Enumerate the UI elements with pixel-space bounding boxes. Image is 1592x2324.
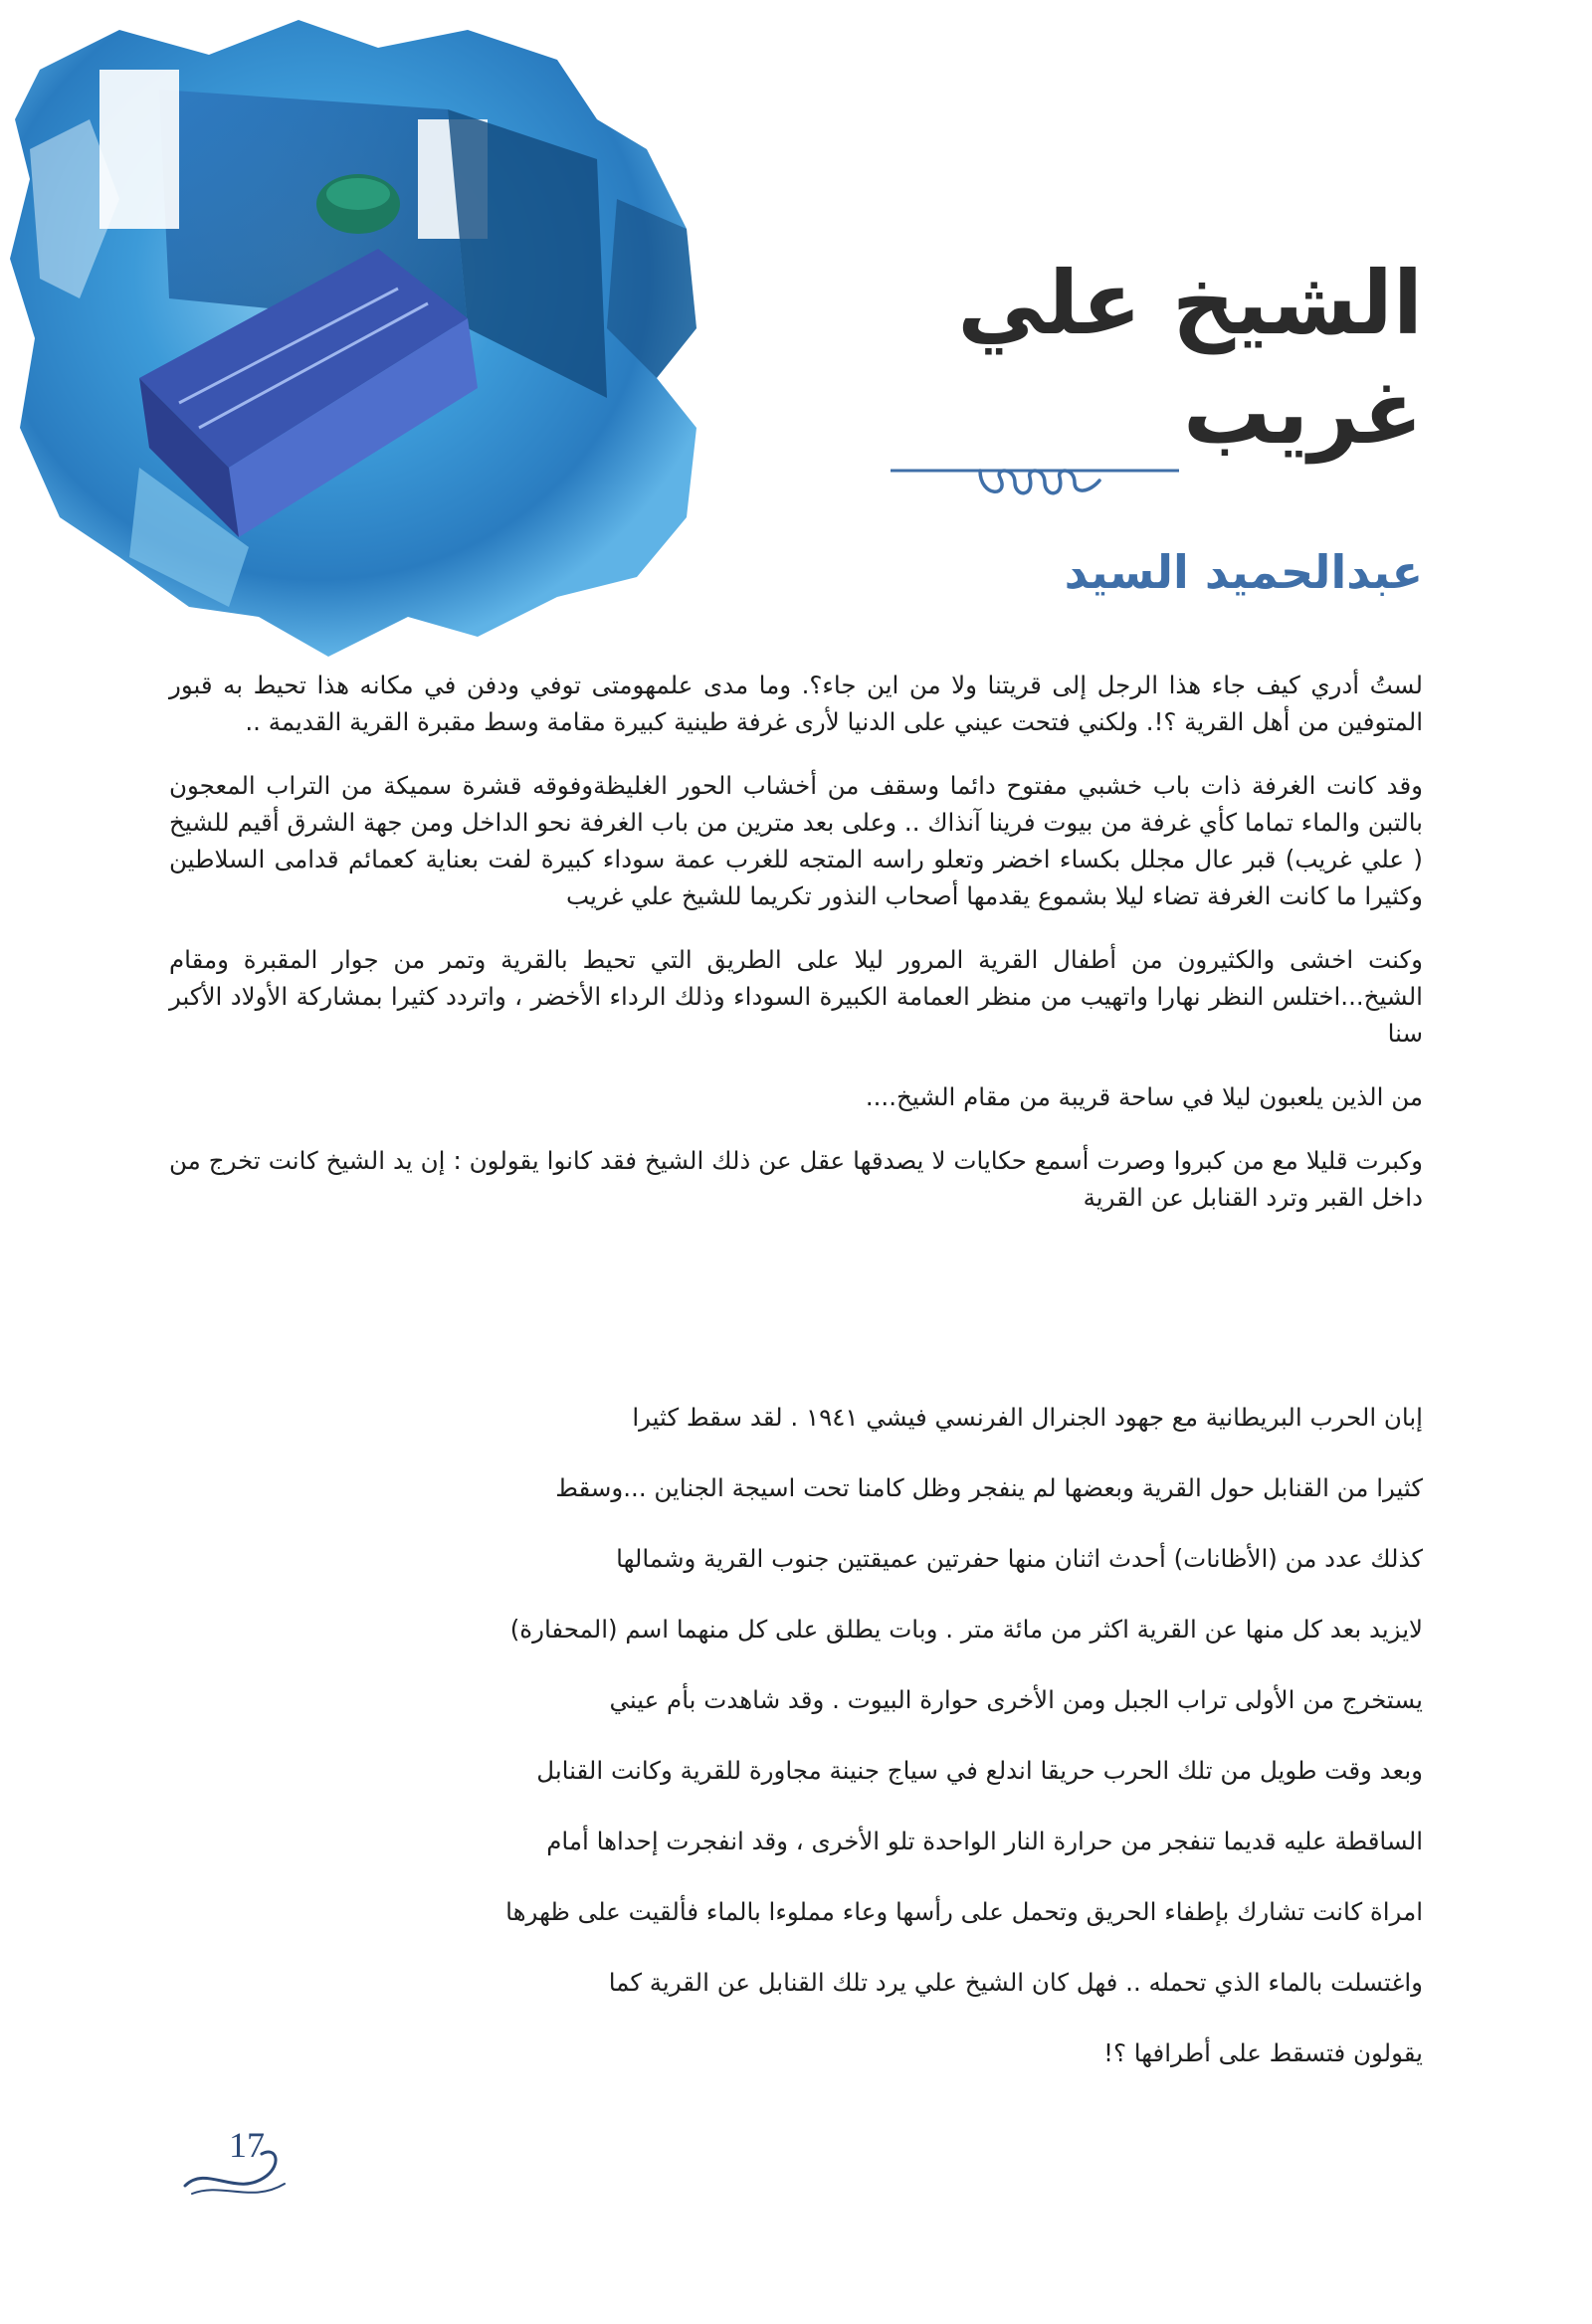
text-line: كثيرا من القنابل حول القرية وبعضها لم ينفجر وظل كامنا تحت اسيجة الجناين ...وسقط [555, 1473, 1423, 1502]
article-author: عبدالحميد السيد [1064, 545, 1423, 599]
scroll-flourish-icon [886, 453, 1184, 502]
paragraph: من الذين يلعبون ليلا في ساحة قريبة من مقام الشيخ.... [865, 1082, 1423, 1111]
text-line: إبان الحرب البريطانية مع جهود الجنرال الفرنسي فيشي ١٩٤١ . لقد سقط كثيرا [632, 1403, 1423, 1432]
page-number-block [177, 2124, 297, 2204]
text-line: لايزيد بعد كل منها عن القرية اكثر من مائة متر . وبات يطلق على كل منهما اسم (المحفارة) [509, 1615, 1423, 1644]
text-line: يقولون فتسقط على أطرافها ؟! [1103, 2038, 1423, 2067]
text-line: يستخرج من الأولى تراب الجبل ومن الأخرى حوارة البيوت . وقد شاهدت بأم عيني [609, 1685, 1423, 1714]
article-body [169, 667, 1423, 1243]
paragraph: وكبرت قليلا مع من كبروا وصرت أسمع حكايات لا يصدقها عقل عن ذلك الشيخ فقد كانوا يقولون : إن يد الشيخ كانت تخرج من داخل القبر وترد القنابل عن القرية [169, 1146, 1423, 1212]
text-line: امراة كانت تشارك بإطفاء الحريق وتحمل على رأسها وعاء مملوءا بالماء فألقيت على ظهرها [505, 1897, 1423, 1926]
page-number: 17 [229, 2125, 265, 2165]
article-body-lines [169, 1398, 1423, 2104]
paragraph: لستُ أدري كيف جاء هذا الرجل إلى قريتنا ولا من اين جاء؟. وما مدى علمهومتى توفي ودفن في مكانه هذا تحيط به قبور المتوفين من أهل القرية ؟!. ولكني فتحت عيني على الدنيا لأرى غرفة طينية كبيرة مقامة وسط مقبرة القرية القديمة .. [169, 671, 1423, 736]
article-title: الشيخ علي غريب [957, 252, 1423, 464]
text-line: كذلك عدد من (الأظانات) أحدث اثنان منها حفرتين عميقتين جنوب القرية وشمالها [616, 1544, 1423, 1573]
text-line: واغتسلت بالماء الذي تحمله .. فهل كان الشيخ علي يرد تلك القنابل عن القرية كما [608, 1968, 1423, 1997]
paragraph: وكنت اخشى والكثيرون من أطفال القرية المرور ليلا على الطريق التي تحيط بالقرية وتمر من جوار المقبرة ومقام الشيخ...اختلس النظر نهارا واتهيب من منظر العمامة الكبيرة السوداء وذلك الرداء الأخضر ، واتردد كثيرا بمشاركة الأولاد الأكبر سنا [169, 945, 1423, 1048]
text-line: وبعد وقت طويل من تلك الحرب حريقا اندلع في سياج جنينة مجاورة للقرية وكانت القنابل [536, 1756, 1423, 1785]
text-line: الساقطة عليه قديما تنفجر من حرارة النار الواحدة تلو الأخرى ، وقد انفجرت إحداها أمام [546, 1827, 1423, 1855]
shrine-watercolor-illustration [0, 0, 736, 677]
paragraph: وقد كانت الغرفة ذات باب خشبي مفتوح دائما وسقف من أخشاب الحور الغليظةوفوقه قشرة سميكة من التراب المعجون بالتبن والماء تماما كأي غرفة من بيوت فرينا آنذاك .. وعلى بعد مترين من باب الغرفة نحو الداخل ومن جهة الشرق أقيم للشيخ ( علي غريب) قبر عال مجلل بكساء اخضر وتعلو راسه المتجه للغرب عمة سوداء كبيرة لفت بعناية كعمائم قدامى السلاطين وكثيرا ما كانت الغرفة تضاء ليلا بشموع يقدمها أصحاب النذور تكريما للشيخ علي غريب [169, 771, 1423, 910]
